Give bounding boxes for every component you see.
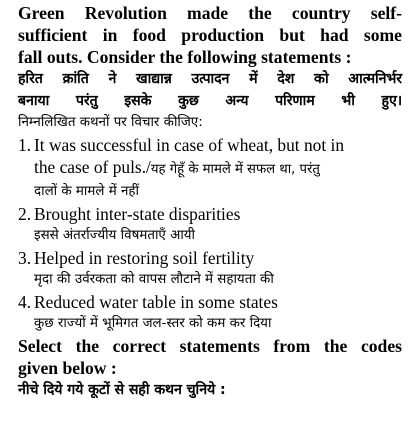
statement-2-en: Brought inter-state disparities	[34, 204, 241, 224]
statement-4-hi: कुछ राज्यों में भूमिगत जल-स्तर को कम कर दिया	[34, 316, 272, 331]
question-stem-en-line-3: fall outs. Consider the following statements :	[18, 47, 352, 67]
statement-3-hi: मृदा की उर्वरकता को वापस लौटाने में सहायता की	[34, 272, 274, 287]
instruction-en-line-2: given below :	[18, 358, 117, 378]
statement-4-en: Reduced water table in some states	[34, 292, 278, 312]
statement-number: 2.	[18, 204, 32, 224]
question-stem-en-line-2: sufficient in food production but had some	[18, 25, 402, 45]
statement-1-en-line-2: the case of puls./	[34, 157, 151, 177]
statement-1	[18, 134, 402, 203]
instruction-en-line-1: Select the correct statements from the codes	[18, 336, 402, 356]
statement-1-hi-line-2: यह गेहूँ के मामले में सफल था, परंतु	[150, 162, 320, 177]
question-stem-hi-line-3: निम्नलिखित कथनों पर विचार कीजिए:	[18, 115, 203, 130]
statement-1-hi-line-3: दालों के मामले में नहीं	[34, 184, 140, 199]
statement-1-en-line-1: It was successful in case of wheat, but not in	[34, 135, 345, 155]
question-stem-hi-line-2: बनाया परंतु इसके कुछ अन्य परिणाम भी हुए।	[18, 93, 402, 109]
statement-2-hi: इससे अंतर्राज्यीय विषमताएँ आयी	[34, 228, 196, 243]
instruction-hi: नीचे दिये गये कूटों से सही कथन चुनिये :	[18, 382, 226, 398]
question-stem-hi-line-1: हरित क्रांति ने खाद्यान्न उत्पादन में देश को आत्मनिर्भर	[18, 71, 402, 87]
statement-4	[18, 291, 402, 335]
statement-2	[18, 203, 402, 247]
question-stem-en-line-1: Green Revolution made the country self-	[18, 3, 402, 23]
statement-3-en: Helped in restoring soil fertility	[34, 248, 255, 268]
statement-number: 3.	[18, 248, 32, 268]
statement-number: 1.	[18, 135, 32, 155]
statement-number: 4.	[18, 292, 32, 312]
statement-3	[18, 247, 402, 291]
statement-1-line-2	[34, 156, 402, 181]
